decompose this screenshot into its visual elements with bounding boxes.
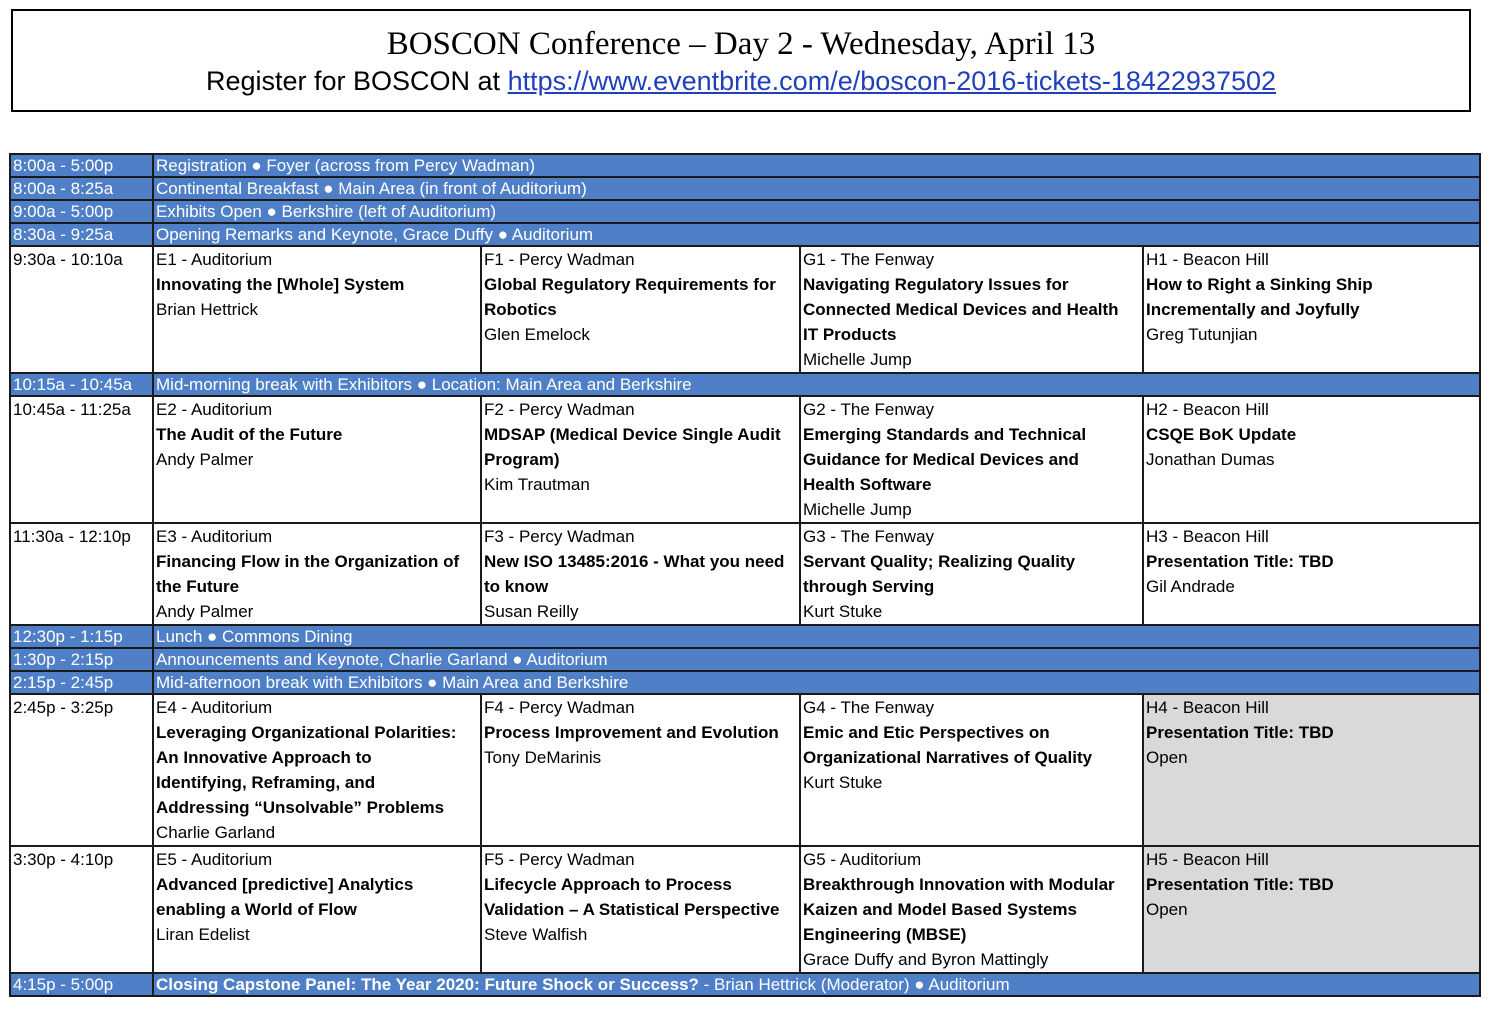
session-title-line: Kaizen and Model Based Systems: [803, 900, 1077, 919]
session-speaker: Andy Palmer: [156, 602, 254, 621]
session-cell: [800, 846, 1143, 973]
session-title-line: An Innovative Approach to: [156, 748, 372, 767]
session-cell: [800, 523, 1143, 625]
session-speaker: Tony DeMarinis: [484, 748, 602, 767]
session-cell: [481, 846, 800, 973]
session-title-line: enabling a World of Flow: [156, 900, 357, 919]
schedule-band-row: [10, 671, 1480, 694]
session-cell: [153, 523, 481, 625]
session-title-line: Presentation Title: TBD: [1146, 875, 1334, 894]
session-cell: [1143, 523, 1480, 625]
session-title-line: Innovating the [Whole] System: [156, 275, 405, 294]
session-room: H3 - Beacon Hill: [1146, 527, 1269, 546]
session-cell: [153, 396, 481, 523]
band-text: Mid-afternoon break with Exhibitors ● Main Area and Berkshire: [153, 671, 1480, 694]
session-title-line: Incrementally and Joyfully: [1146, 300, 1360, 319]
session-title-line: Navigating Regulatory Issues for: [803, 275, 1069, 294]
band-time: 8:00a - 8:25a: [10, 177, 153, 200]
session-speaker: Andy Palmer: [156, 450, 254, 469]
session-cell: [800, 246, 1143, 373]
page-title: BOSCON Conference – Day 2 - Wednesday, April 13: [386, 26, 1096, 62]
schedule-band-row: [10, 625, 1480, 648]
band-text: Continental Breakfast ● Main Area (in front of Auditorium): [153, 177, 1480, 200]
session-room: H4 - Beacon Hill: [1146, 698, 1269, 717]
session-row: [10, 396, 1480, 523]
session-room: F4 - Percy Wadman: [484, 698, 635, 717]
session-title-line: How to Right a Sinking Ship: [1146, 275, 1373, 294]
register-link[interactable]: https://www.eventbrite.com/e/boscon-2016-tickets-18422937502: [507, 66, 1277, 96]
session-time: 9:30a - 10:10a: [10, 246, 153, 373]
closing-time: 4:15p - 5:00p: [10, 973, 153, 996]
band-text: Opening Remarks and Keynote, Grace Duffy ● Auditorium: [153, 223, 1480, 246]
session-title-line: Breakthrough Innovation with Modular: [803, 875, 1115, 894]
session-title-line: Robotics: [484, 300, 557, 319]
session-cell: [153, 846, 481, 973]
schedule-table: [9, 153, 1481, 997]
session-title-line: IT Products: [803, 325, 897, 344]
session-cell: [800, 396, 1143, 523]
session-room: G4 - The Fenway: [803, 698, 935, 717]
register-line: [13, 65, 1469, 97]
session-title-line: Validation – A Statistical Perspective: [484, 900, 780, 919]
session-title-line: Connected Medical Devices and Health: [803, 300, 1119, 319]
session-room: H2 - Beacon Hill: [1146, 400, 1269, 419]
session-room: F2 - Percy Wadman: [484, 400, 635, 419]
register-prefix: Register for BOSCON at: [205, 66, 508, 96]
band-time: 10:15a - 10:45a: [10, 373, 153, 396]
session-room: E1 - Auditorium: [156, 250, 273, 269]
session-speaker: Liran Edelist: [156, 925, 250, 944]
band-text: Registration ● Foyer (across from Percy Wadman): [153, 154, 1480, 177]
session-cell: [800, 694, 1143, 846]
session-speaker: Grace Duffy and Byron Mattingly: [803, 950, 1049, 969]
session-title-line: New ISO 13485:2016 - What you need: [484, 552, 785, 571]
schedule-body: [10, 154, 1480, 996]
closing-title: Closing Capstone Panel: The Year 2020: Future Shock or Success?: [156, 975, 699, 994]
session-speaker: Glen Emelock: [484, 325, 590, 344]
session-room: E2 - Auditorium: [156, 400, 273, 419]
session-cell: [481, 396, 800, 523]
band-text: Announcements and Keynote, Charlie Garland ● Auditorium: [153, 648, 1480, 671]
session-cell: [481, 523, 800, 625]
session-title-line: Advanced [predictive] Analytics: [156, 875, 414, 894]
session-speaker: Charlie Garland: [156, 823, 276, 842]
session-speaker: Susan Reilly: [484, 602, 579, 621]
session-title-line: Servant Quality; Realizing Quality: [803, 552, 1076, 571]
session-title-line: CSQE BoK Update: [1146, 425, 1297, 444]
session-room: G1 - The Fenway: [803, 250, 935, 269]
session-title-line: Health Software: [803, 475, 932, 494]
session-cell: [1143, 396, 1480, 523]
closing-text: [153, 973, 1480, 996]
session-speaker: Michelle Jump: [803, 350, 912, 369]
schedule-band-row: [10, 223, 1480, 246]
session-cell: [481, 694, 800, 846]
session-title-line: Program): [484, 450, 560, 469]
session-row: [10, 846, 1480, 973]
schedule-band-row: [10, 648, 1480, 671]
session-title-line: Presentation Title: TBD: [1146, 723, 1334, 742]
session-cell: [481, 246, 800, 373]
closing-rest: - Brian Hettrick (Moderator) ● Auditorium: [698, 975, 1010, 994]
band-time: 2:15p - 2:45p: [10, 671, 153, 694]
session-speaker: Open: [1146, 900, 1188, 919]
session-room: G3 - The Fenway: [803, 527, 935, 546]
session-speaker: Jonathan Dumas: [1146, 450, 1275, 469]
session-cell: [1143, 246, 1480, 373]
session-title-line: Identifying, Reframing, and: [156, 773, 376, 792]
session-speaker: Greg Tutunjian: [1146, 325, 1258, 344]
session-title-line: The Audit of the Future: [156, 425, 343, 444]
session-title-line: Financing Flow in the Organization of: [156, 552, 460, 571]
session-title-line: Leveraging Organizational Polarities:: [156, 723, 457, 742]
session-title-line: the Future: [156, 577, 240, 596]
session-row: [10, 694, 1480, 846]
session-room: F3 - Percy Wadman: [484, 527, 635, 546]
session-cell: [153, 694, 481, 846]
session-speaker: Open: [1146, 748, 1188, 767]
session-speaker: Steve Walfish: [484, 925, 588, 944]
session-title-line: Presentation Title: TBD: [1146, 552, 1334, 571]
session-title-line: Guidance for Medical Devices and: [803, 450, 1079, 469]
session-room: F5 - Percy Wadman: [484, 850, 635, 869]
band-time: 1:30p - 2:15p: [10, 648, 153, 671]
session-title-line: through Serving: [803, 577, 935, 596]
schedule-band-row: [10, 154, 1480, 177]
session-row: [10, 246, 1480, 373]
session-row: [10, 523, 1480, 625]
session-title-line: to know: [484, 577, 549, 596]
session-title-line: Organizational Narratives of Quality: [803, 748, 1093, 767]
schedule-band-row: [10, 177, 1480, 200]
session-speaker: Gil Andrade: [1146, 577, 1235, 596]
session-room: F1 - Percy Wadman: [484, 250, 635, 269]
session-room: E3 - Auditorium: [156, 527, 273, 546]
session-title-line: Addressing “Unsolvable” Problems: [156, 798, 445, 817]
band-text: Exhibits Open ● Berkshire (left of Auditorium): [153, 200, 1480, 223]
session-room: E5 - Auditorium: [156, 850, 273, 869]
session-title-line: Global Regulatory Requirements for: [484, 275, 776, 294]
session-title-line: Lifecycle Approach to Process: [484, 875, 732, 894]
session-time: 3:30p - 4:10p: [10, 846, 153, 973]
session-time: 2:45p - 3:25p: [10, 694, 153, 846]
session-room: G5 - Auditorium: [803, 850, 922, 869]
session-speaker: Kim Trautman: [484, 475, 590, 494]
session-speaker: Brian Hettrick: [156, 300, 259, 319]
session-cell: [1143, 846, 1480, 973]
page-header: [11, 9, 1471, 112]
session-title-line: Emic and Etic Perspectives on: [803, 723, 1050, 742]
session-cell: [153, 246, 481, 373]
closing-row: [10, 973, 1480, 996]
session-room: H1 - Beacon Hill: [1146, 250, 1269, 269]
band-text: Mid-morning break with Exhibitors ● Location: Main Area and Berkshire: [153, 373, 1480, 396]
session-room: G2 - The Fenway: [803, 400, 935, 419]
session-room: E4 - Auditorium: [156, 698, 273, 717]
session-speaker: Michelle Jump: [803, 500, 912, 519]
band-time: 8:00a - 5:00p: [10, 154, 153, 177]
session-cell: [1143, 694, 1480, 846]
session-time: 11:30a - 12:10p: [10, 523, 153, 625]
session-title-line: Engineering (MBSE): [803, 925, 967, 944]
session-room: H5 - Beacon Hill: [1146, 850, 1269, 869]
session-speaker: Kurt Stuke: [803, 602, 883, 621]
band-time: 9:00a - 5:00p: [10, 200, 153, 223]
session-speaker: Kurt Stuke: [803, 773, 883, 792]
schedule-band-row: [10, 200, 1480, 223]
band-time: 8:30a - 9:25a: [10, 223, 153, 246]
schedule-band-row: [10, 373, 1480, 396]
band-time: 12:30p - 1:15p: [10, 625, 153, 648]
session-title-line: Process Improvement and Evolution: [484, 723, 779, 742]
session-title-line: MDSAP (Medical Device Single Audit: [484, 425, 781, 444]
session-time: 10:45a - 11:25a: [10, 396, 153, 523]
session-title-line: Emerging Standards and Technical: [803, 425, 1087, 444]
band-text: Lunch ● Commons Dining: [153, 625, 1480, 648]
